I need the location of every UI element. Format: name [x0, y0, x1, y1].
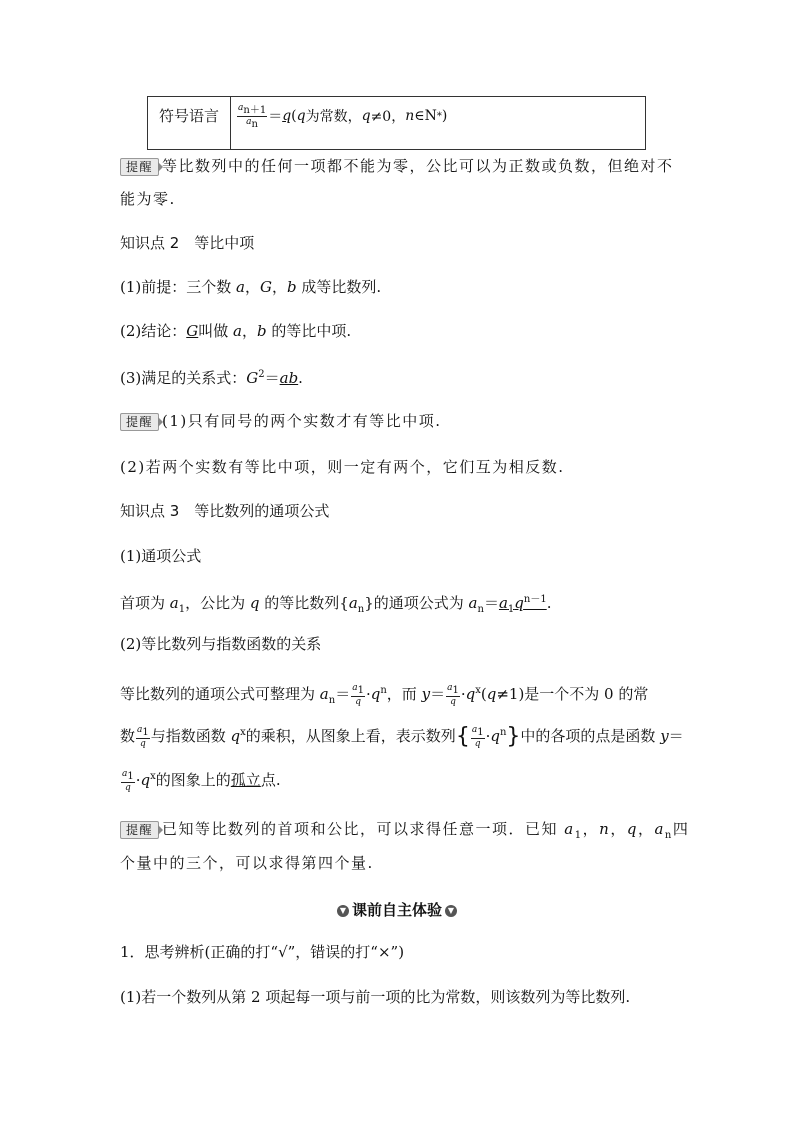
reminder-badge: 提醒 [120, 413, 159, 431]
reminder-note-1-cont: 能为零. [120, 190, 176, 208]
symbol-table-header: 符号语言 [148, 97, 231, 149]
reminder-badge: 提醒 [120, 821, 159, 839]
section-title: ▼ 课前自主体验 ▼ [0, 899, 794, 920]
relation-paragraph-line-1: 等比数列的通项公式可整理为 $a_n=$ $\frac{a_1}{q}$ $\cdot q^n$，而 y＝ $\frac{a_1}{q}$ $\cdot q^x(q\ne 1)$是一个不为 0 的常 [120, 683, 649, 707]
knowledge-point-3-title: 知识点 3 等比数列的通项公式 [120, 502, 330, 520]
reminder-note-3-cont: 个量中的三个，可以求得第四个量. [120, 854, 374, 872]
reminder-note-3: 提醒 已知等比数列的首项和公比，可以求得任意一项．已知 $a_1$，n，q，$a_n$四 [120, 818, 680, 847]
reminder-badge: 提醒 [120, 158, 159, 176]
reminder-note-2: 提醒 (1)只有同号的两个实数才有等比中项. [120, 410, 680, 432]
premise-line: (1)前提：三个数 a，G，b 成等比数列. [120, 278, 382, 296]
general-term-formula: 首项为 $a_1$，公比为 q 的等比数列$\{a_n\}$的通项公式为 $a_n=a_1q^{n-1}$. [120, 594, 552, 615]
chevron-down-icon: ▼ [337, 905, 349, 917]
relation-paragraph-line-3: $\frac{a_1}{q}$ $\cdot q^x$的图象上的孤立点. [122, 769, 281, 793]
ratio-fraction: $\frac{a_{n+1}}{a_n}$ [238, 103, 267, 130]
chevron-down-icon: ▼ [445, 905, 457, 917]
relation-line: (3)满足的关系式：$G^2=ab$. [120, 369, 303, 387]
reminder-note-1: 提醒 等比数列中的任何一项都不能为零，公比可以为正数或负数，但绝对不 [120, 155, 680, 177]
subsection-1: (1)通项公式 [120, 547, 202, 565]
subsection-2: (2)等比数列与指数函数的关系 [120, 635, 322, 653]
relation-paragraph-line-2: 数 $\frac{a_1}{q}$ 与指数函数 $q^x$的乘积，从图象上看，表示数列{ $\frac{a_1}{q}$ $\cdot q^n$}中的各项的点是函数 y＝ [120, 724, 684, 749]
reminder-note-2-cont: (2)若两个实数有等比中项，则一定有两个，它们互为相反数. [120, 458, 565, 476]
symbol-table-formula: $\frac{a_{n+1}}{a_n}$ ＝ q ( q 为常数， q ≠0， n ∈N * ) [238, 103, 448, 130]
symbol-table [147, 96, 646, 150]
conclusion-line: (2)结论：G叫做 a，b 的等比中项. [120, 322, 352, 340]
exercise-1-item-1: (1)若一个数列从第 2 项起每一项与前一项的比为常数，则该数列为等比数列. [120, 988, 631, 1006]
knowledge-point-2-title: 知识点 2 等比中项 [120, 234, 255, 252]
exercise-1: 1．思考辨析(正确的打“√”，错误的打“×”) [120, 943, 405, 961]
